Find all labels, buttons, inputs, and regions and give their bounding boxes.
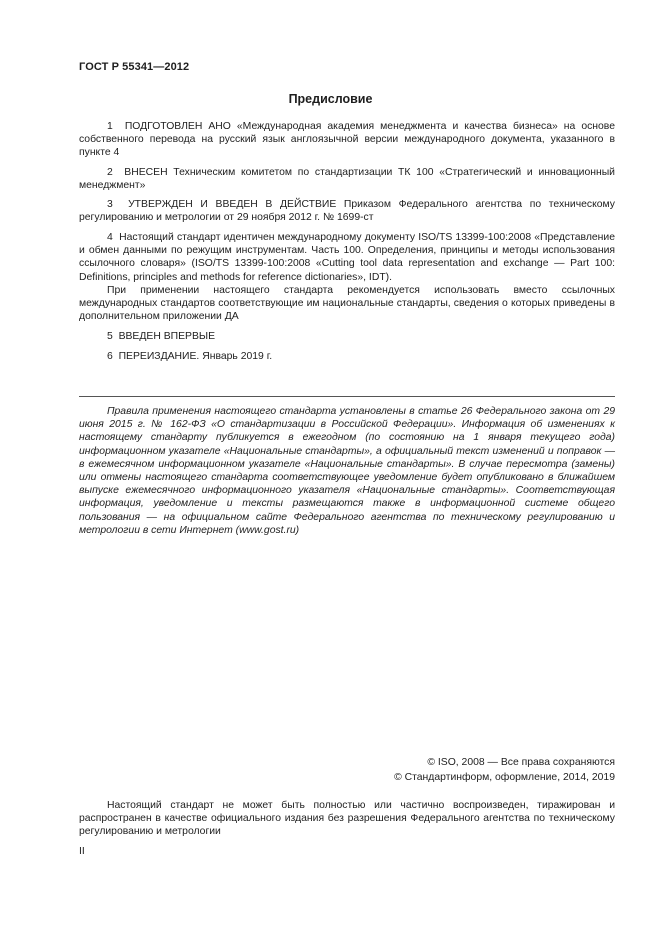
item-text: ВВЕДЕН ВПЕРВЫЕ (118, 331, 216, 342)
foreword-item-3 (79, 198, 615, 224)
foreword-item-4 (79, 231, 615, 284)
item-text: УТВЕРЖДЕН И ВВЕДЕН В ДЕЙСТВИЕ Приказом Федерального агентства по техническому регулированию и метрологии от 29 ноября 2012 г. № 1699-ст (79, 199, 615, 224)
item-text: При применении настоящего стандарта рекомендуется использовать вместо ссылочных международных стандартов соответствующие им национальные стандарты, сведения о которых приведены в дополнительном приложении ДА (79, 285, 615, 323)
item-text: ПЕРЕИЗДАНИЕ. Январь 2019 г. (118, 351, 273, 362)
foreword-item-1 (79, 120, 615, 160)
item-number: 5 (107, 331, 113, 342)
page-number: II (79, 846, 85, 857)
item-number: 2 (107, 167, 113, 178)
iso-copyright: © ISO, 2008 — Все права сохраняются (427, 757, 615, 768)
standartinform-copyright: © Стандартинформ, оформление, 2014, 2019 (394, 772, 615, 783)
foreword-item-2 (79, 166, 615, 192)
page-title: Предисловие (288, 92, 373, 106)
item-text: Настоящий стандарт идентичен международному документу ISO/TS 13399-100:2008 «Представление и обмен данными по режущим инструментам. Часть 100. Определения, принципы и методы использования ссылочного словаря» (ISO/TS 13399-100:2008 «Cutting tool data representation and exchange — Part 100: Definitions, principles and methods for reference dictionaries», IDT). (79, 232, 615, 283)
item-number: 6 (107, 351, 113, 362)
notice-text: Правила применения настоящего стандарта установлены в статье 26 Федерального закона от 29 июня 2015 г. № 162-ФЗ «О стандартизации в Российской Федерации». Информация об изменениях к настоящему стандарту публикуется в ежегодном (по состоянию на 1 января текущего года) информационном указателе «Национальные стандарты», а официальный текст изменений и поправок — в ежемесячном информационном указателе «Национальные стандарты». В случае пересмотра (замены) или отмены настоящего стандарта соответствующее уведомление будет опубликовано в ближайшем выпуске ежемесячного информационного указателя «Национальные стандарты». Соответствующая информация, уведомление и тексты размещаются также в информационной системе общего пользования — на официальном сайте Федерального агентства по техническому регулированию и метрологии в сети Интернет (www.gost.ru) (79, 406, 615, 536)
item-number: 4 (107, 232, 113, 243)
item-number: 3 (107, 199, 113, 210)
reproduction-notice (79, 799, 615, 839)
foreword-item-4-note (79, 284, 615, 324)
section-divider (79, 396, 615, 397)
item-text: ВНЕСЕН Техническим комитетом по стандартизации ТК 100 «Стратегический и инновационный менеджмент» (79, 167, 615, 192)
item-number: 1 (107, 121, 113, 132)
standard-application-notice (79, 405, 615, 537)
reproduction-text: Настоящий стандарт не может быть полностью или частично воспроизведен, тиражирован и распространен в качестве официального издания без разрешения Федерального агентства по техническому регулированию и метрологии (79, 800, 615, 838)
foreword-item-6 (79, 350, 615, 363)
document-header-id: ГОСТ Р 55341—2012 (79, 61, 190, 73)
item-text: ПОДГОТОВЛЕН АНО «Международная академия менеджмента и качества бизнеса» на основе собственного перевода на русский язык англоязычной версии международного документа, указанного в пункте 4 (79, 121, 615, 159)
foreword-item-5 (79, 330, 615, 343)
